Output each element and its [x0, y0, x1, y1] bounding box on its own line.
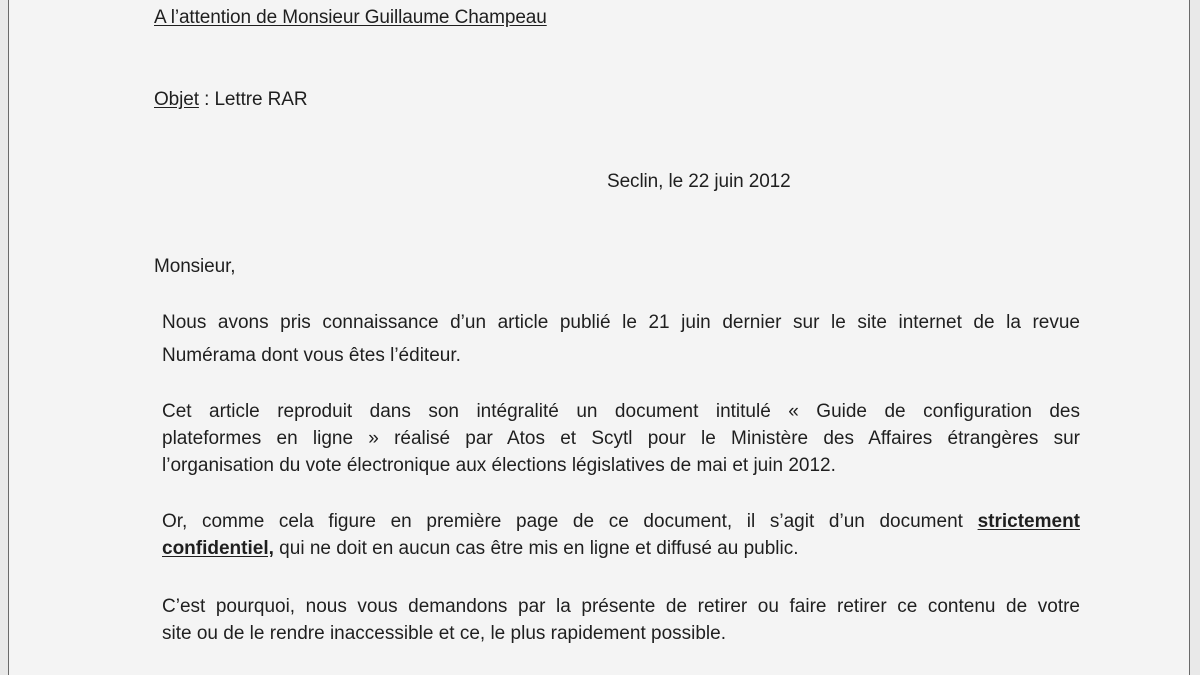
subject-label: Objet: [154, 89, 199, 110]
paragraph-4-line-2: site ou de le rendre inaccessible et ce, le plus rapidement possible.: [162, 623, 726, 644]
paragraph-3-line-2-text: qui ne doit en aucun cas être mis en ligne et diffusé au public.: [273, 538, 799, 559]
salutation: Monsieur,: [154, 256, 236, 277]
paragraph-2-line-1: Cet article reproduit dans son intégralité un document intitulé « Guide de configuration des: [162, 401, 1080, 422]
paragraph-3-line-2: [162, 537, 1080, 560]
letter-page: [8, 0, 1190, 675]
paragraph-3-line-1-text: Or, comme cela figure en première page de ce document, il s’agit d’un document: [162, 511, 978, 532]
place-date: Seclin, le 22 juin 2012: [607, 171, 791, 192]
emphasis-confidentiel: confidentiel,: [162, 538, 274, 559]
paragraph-3-line-1: [162, 510, 1080, 533]
subject-line: [154, 89, 307, 111]
emphasis-strictement: strictement: [977, 511, 1080, 532]
paragraph-1-line-1: Nous avons pris connaissance d’un article publié le 21 juin dernier sur le site internet de la revue: [162, 312, 1080, 333]
paragraph-2-line-2: plateformes en ligne » réalisé par Atos et Scytl pour le Ministère des Affaires étrangères sur: [162, 428, 1080, 449]
paragraph-1-line-2: Numérama dont vous êtes l’éditeur.: [162, 345, 461, 366]
paragraph-2-line-3: l’organisation du vote électronique aux élections législatives de mai et juin 2012.: [162, 455, 836, 476]
paragraph-4-line-1: C’est pourquoi, nous vous demandons par la présente de retirer ou faire retirer ce contenu de votre: [162, 596, 1080, 617]
attention-line: A l’attention de Monsieur Guillaume Champeau: [154, 7, 547, 28]
subject-value: : Lettre RAR: [198, 89, 308, 110]
